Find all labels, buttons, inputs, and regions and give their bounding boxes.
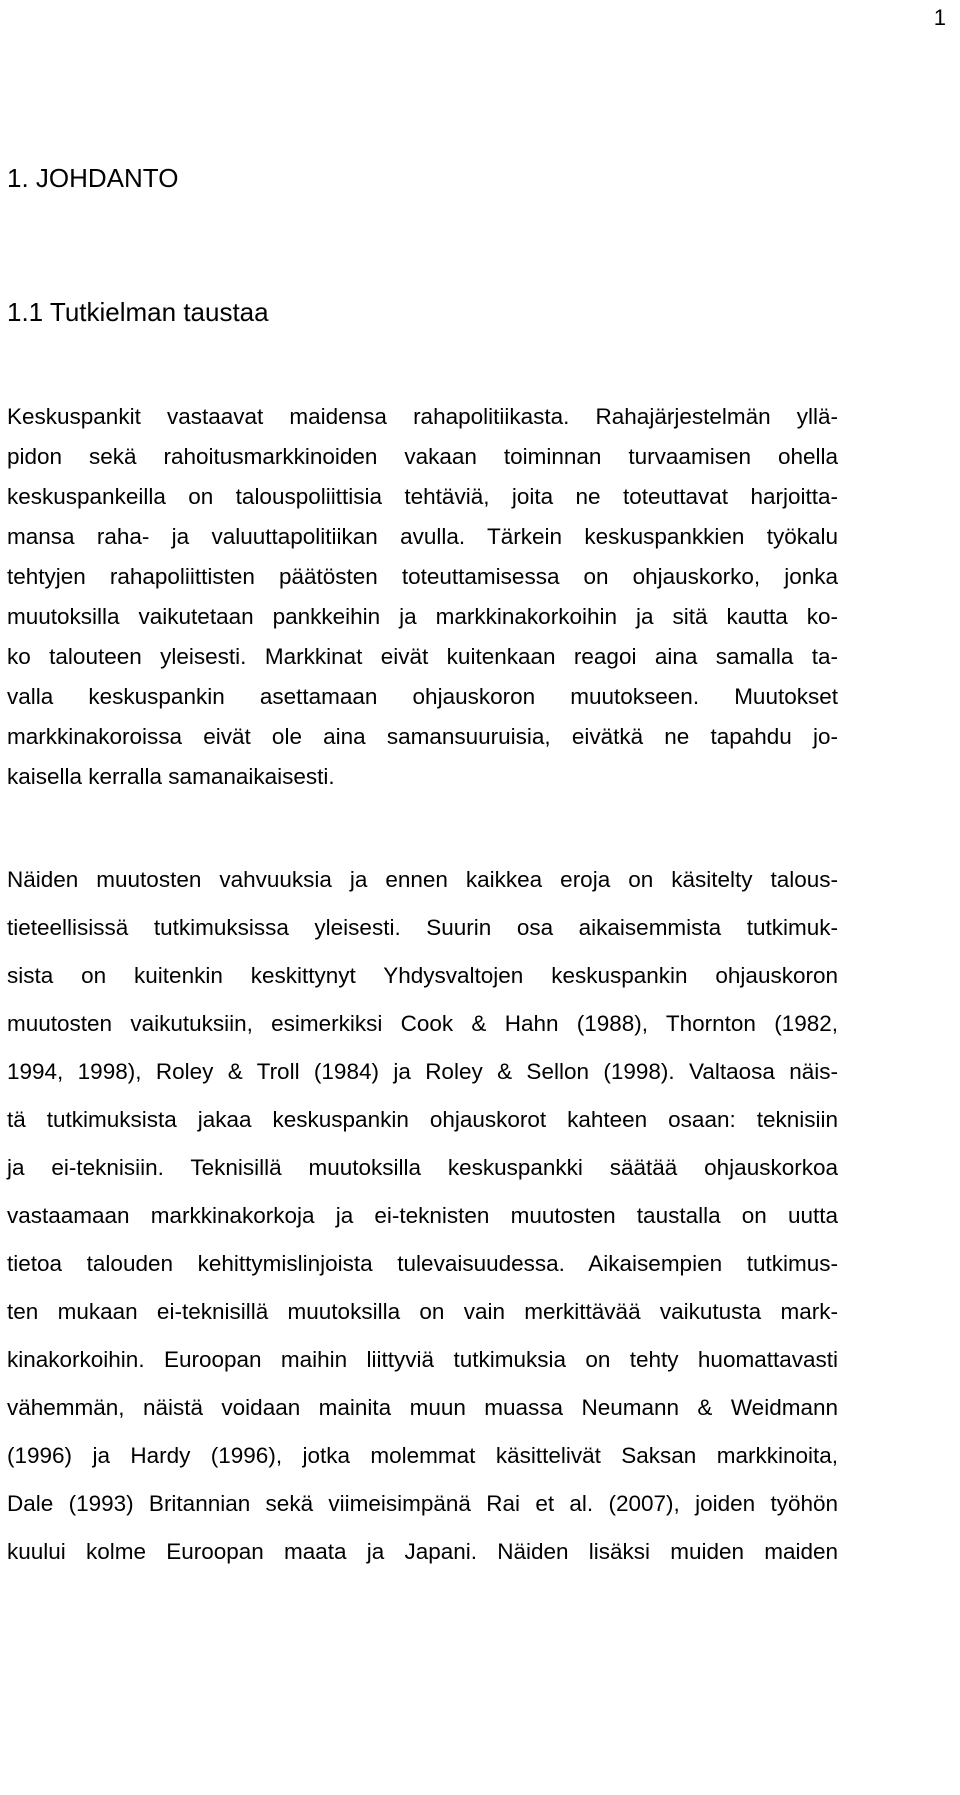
paragraph-line: markkinakoroissa eivät ole aina samansuuruisia, eivätkä ne tapahdu jo- <box>7 724 838 749</box>
paragraph-line: tietoa talouden kehittymislinjoista tulevaisuudessa. Aikaisempien tutkimus- <box>7 1251 838 1276</box>
paragraph-line: keskuspankeilla on talouspoliittisia tehtäviä, joita ne toteuttavat harjoitta- <box>7 484 838 509</box>
paragraph-line: valla keskuspankin asettamaan ohjauskoron muutokseen. Muutokset <box>7 684 838 709</box>
paragraph-line: mansa raha- ja valuuttapolitiikan avulla. Tärkein keskuspankkien työkalu <box>7 524 838 549</box>
paragraph-line: Keskuspankit vastaavat maidensa rahapolitiikasta. Rahajärjestelmän yllä- <box>7 404 838 429</box>
paragraph-line: kuului kolme Euroopan maata ja Japani. Näiden lisäksi muiden maiden <box>7 1539 838 1564</box>
paragraph-line: (1996) ja Hardy (1996), jotka molemmat käsittelivät Saksan markkinoita, <box>7 1443 838 1468</box>
paragraph-line: pidon sekä rahoitusmarkkinoiden vakaan toiminnan turvaamisen ohella <box>7 444 838 469</box>
paragraph-line: ko talouteen yleisesti. Markkinat eivät kuitenkaan reagoi aina samalla ta- <box>7 644 838 669</box>
paragraph-line: tehtyjen rahapoliittisten päätösten toteuttamisessa on ohjauskorko, jonka <box>7 564 838 589</box>
paragraph-line: sista on kuitenkin keskittynyt Yhdysvaltojen keskuspankin ohjauskoron <box>7 963 838 988</box>
paragraph-line: muutoksilla vaikutetaan pankkeihin ja markkinakorkoihin ja sitä kautta ko- <box>7 604 838 629</box>
paragraph-line: kaisella kerralla samanaikaisesti. <box>7 764 335 789</box>
paragraph-line: ten mukaan ei-teknisillä muutoksilla on vain merkittävää vaikutusta mark- <box>7 1299 838 1324</box>
paragraph-line: vastaamaan markkinakorkoja ja ei-teknisten muutosten taustalla on uutta <box>7 1203 838 1228</box>
page-number: 1 <box>933 5 946 30</box>
paragraph-line: kinakorkoihin. Euroopan maihin liittyviä tutkimuksia on tehty huomattavasti <box>7 1347 838 1372</box>
paragraph-line: muutosten vaikutuksiin, esimerkiksi Cook & Hahn (1988), Thornton (1982, <box>7 1011 838 1036</box>
paragraph-line: tä tutkimuksista jakaa keskuspankin ohjauskorot kahteen osaan: teknisiin <box>7 1107 838 1132</box>
paragraph-line: tieteellisissä tutkimuksissa yleisesti. Suurin osa aikaisemmista tutkimuk- <box>7 915 838 940</box>
paragraph-line: Näiden muutosten vahvuuksia ja ennen kaikkea eroja on käsitelty talous- <box>7 867 838 892</box>
section-heading: 1.1 Tutkielman taustaa <box>7 297 269 327</box>
chapter-heading: 1. JOHDANTO <box>7 163 179 193</box>
paragraph-line: vähemmän, näistä voidaan mainita muun muassa Neumann & Weidmann <box>7 1395 838 1420</box>
paragraph-line: 1994, 1998), Roley & Troll (1984) ja Roley & Sellon (1998). Valtaosa näis- <box>7 1059 838 1084</box>
paragraph-line: Dale (1993) Britannian sekä viimeisimpänä Rai et al. (2007), joiden työhön <box>7 1491 838 1516</box>
paragraph-line: ja ei-teknisiin. Teknisillä muutoksilla keskuspankki säätää ohjauskorkoa <box>7 1155 838 1180</box>
